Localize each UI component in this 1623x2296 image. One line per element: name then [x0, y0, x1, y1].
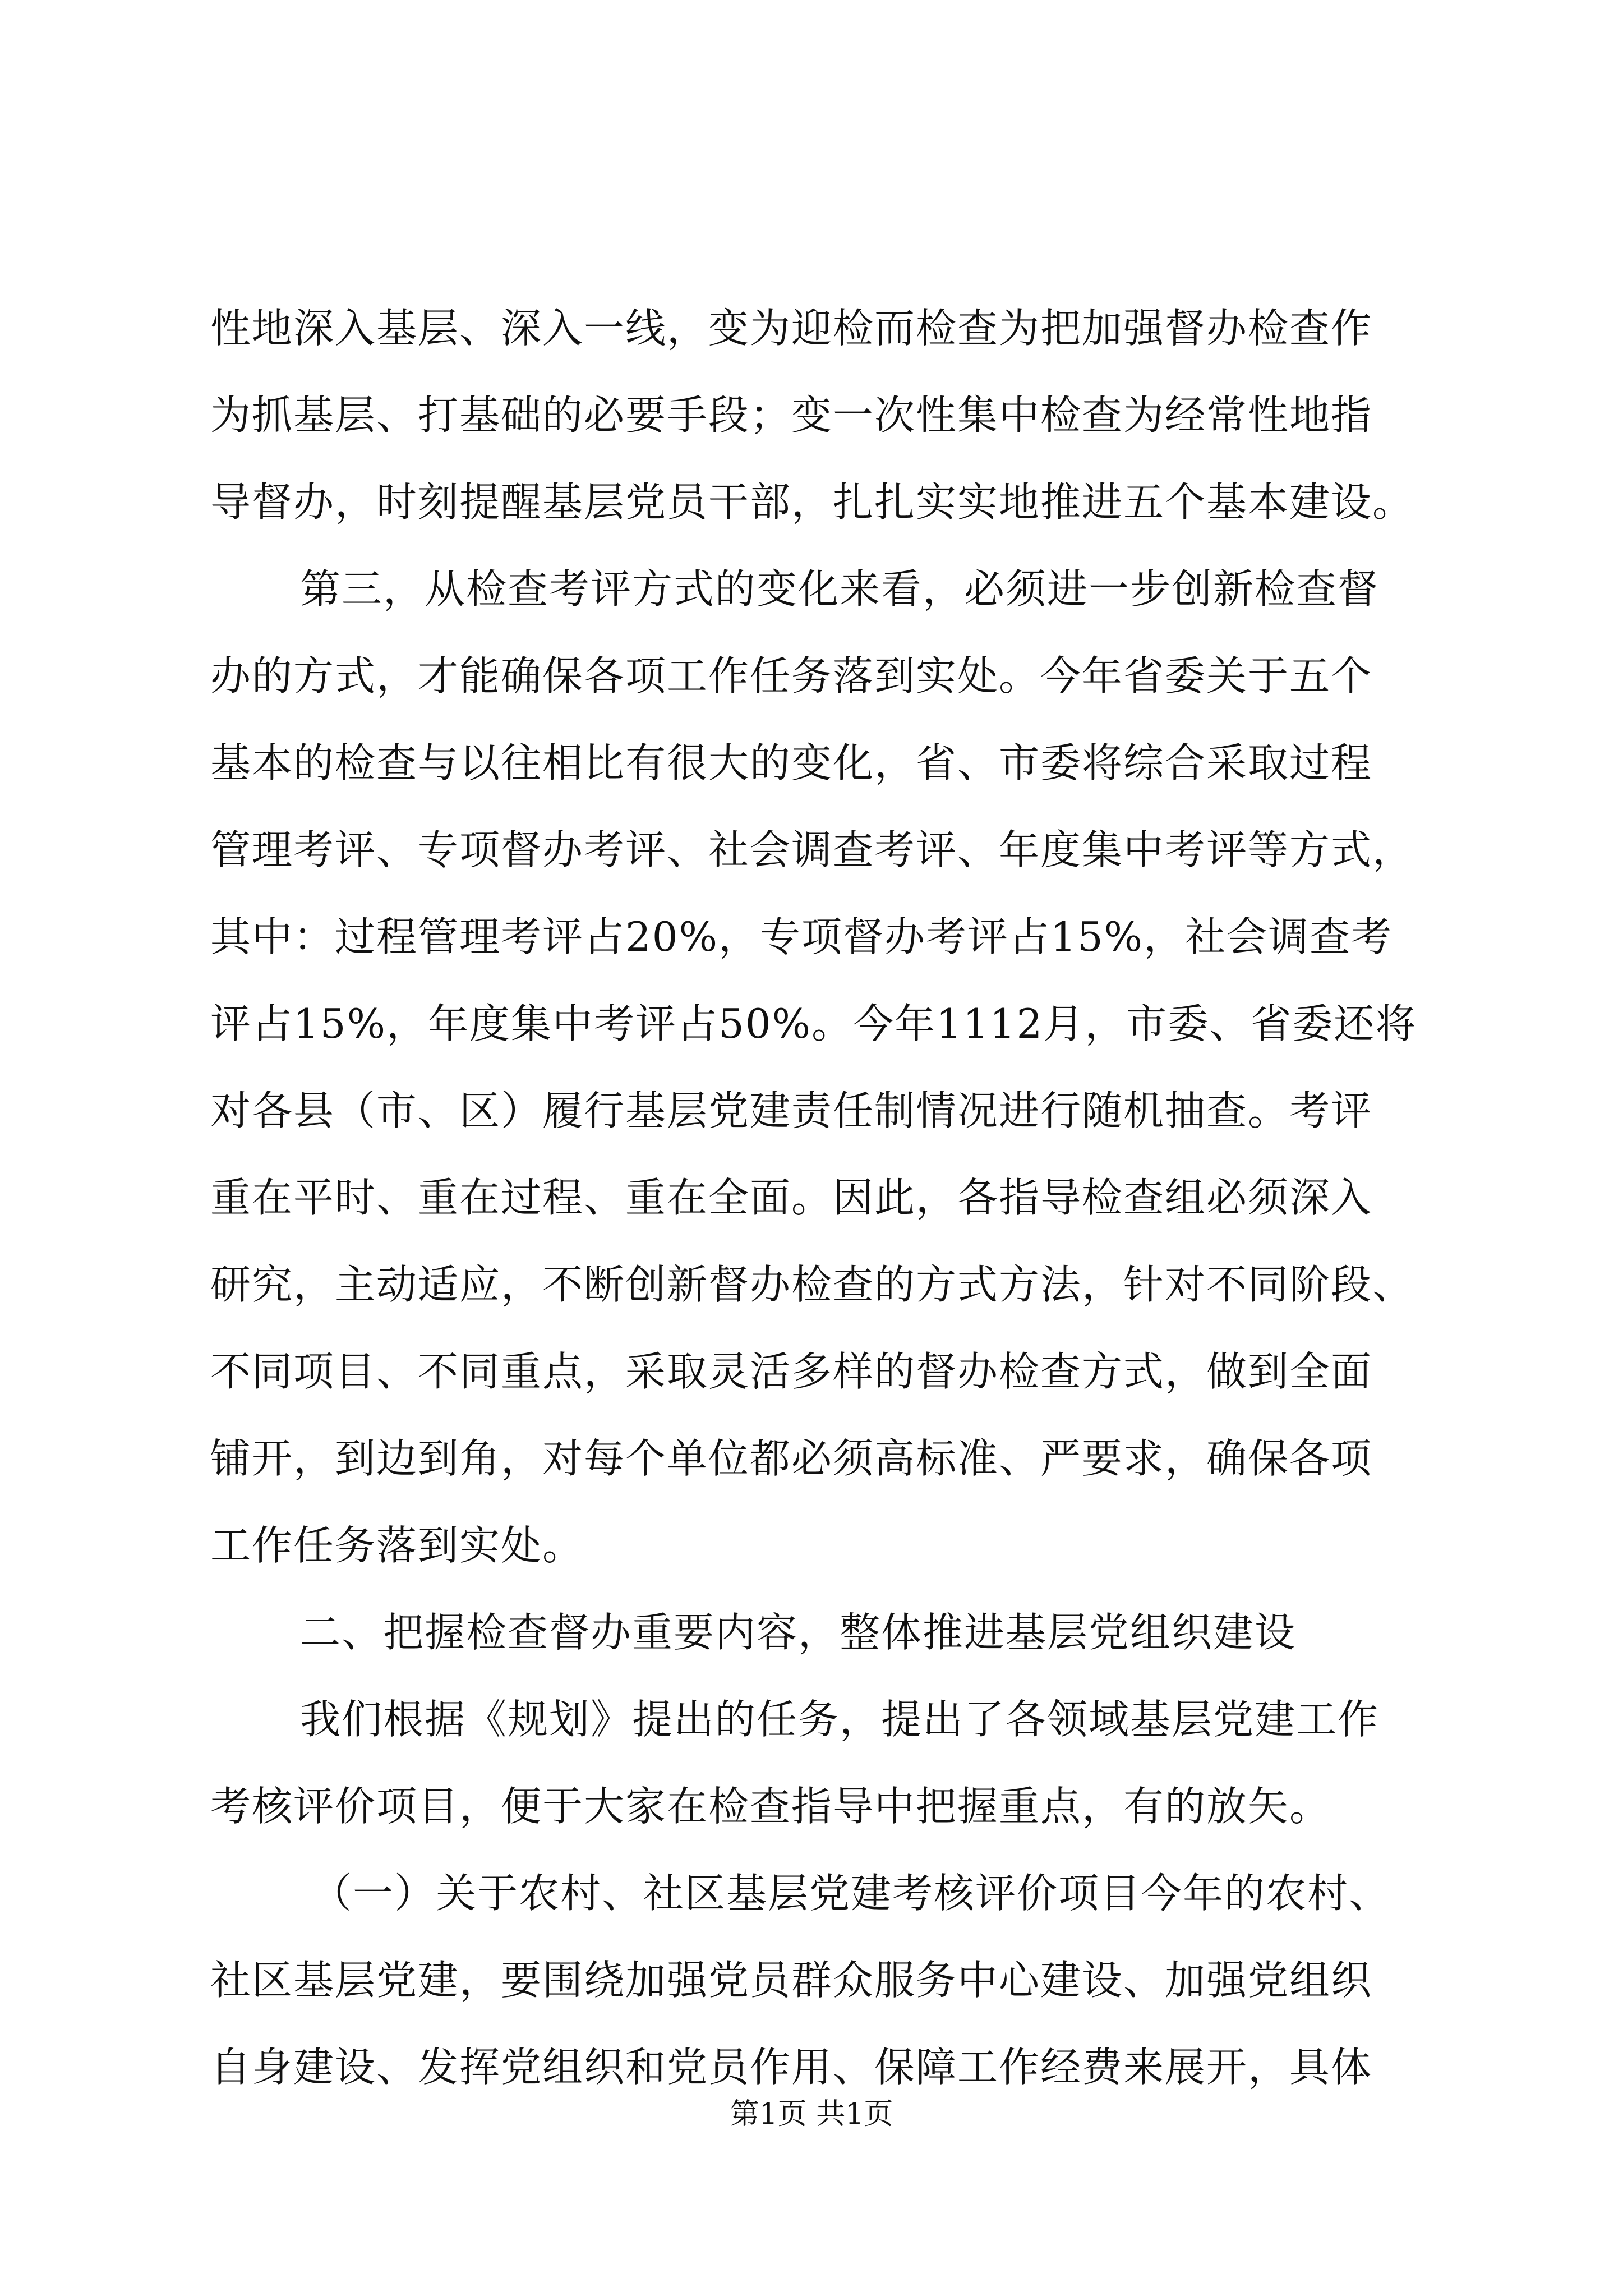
body-text-line: 对各县（市、区）履行基层党建责任制情况进行随机抽查。考评: [210, 1087, 1373, 1134]
page-footer: 第1页 共1页: [730, 2097, 893, 2131]
body-text-line: 性地深入基层、深入一线，变为迎检而检查为把加强督办检查作: [210, 305, 1373, 352]
body-text-line: 研究，主动适应，不断创新督办检查的方式方法，针对不同阶段、: [210, 1261, 1414, 1308]
body-text-line: 导督办，时刻提醒基层党员干部，扎扎实实地推进五个基本建设。: [210, 478, 1414, 526]
section-heading: 二、把握检查督办重要内容，整体推进基层党组织建设: [300, 1609, 1297, 1656]
body-text-line: 我们根据《规划》提出的任务，提出了各领域基层党建工作: [300, 1696, 1380, 1743]
body-text-line: 重在平时、重在过程、重在全面。因此，各指导检查组必须深入: [210, 1174, 1373, 1221]
body-text-line: 其中：过程管理考评占20%，专项督办考评占15%，社会调查考: [210, 913, 1393, 960]
body-text-line: 办的方式，才能确保各项工作任务落到实处。今年省委关于五个: [210, 652, 1373, 700]
body-text-line: 考核评价项目，便于大家在检查指导中把握重点，有的放矢。: [210, 1783, 1331, 1830]
body-text-line: 铺开，到边到角，对每个单位都必须高标准、严要求，确保各项: [210, 1435, 1373, 1482]
body-text-line: 管理考评、专项督办考评、社会调查考评、年度集中考评等方式，: [210, 826, 1414, 873]
body-text-line: 基本的检查与以往相比有很大的变化，省、市委将综合采取过程: [210, 739, 1373, 786]
body-text-line: 第三，从检查考评方式的变化来看，必须进一步创新检查督: [300, 565, 1380, 613]
body-text-line: 自身建设、发挥党组织和党员作用、保障工作经费来展开，具体: [210, 2044, 1373, 2091]
subsection-heading: （一）关于农村、社区基层党建考核评价项目今年的农村、: [311, 1870, 1391, 1917]
body-text-line: 社区基层党建，要围绕加强党员群众服务中心建设、加强党组织: [210, 1957, 1373, 2004]
body-text-line: 不同项目、不同重点，采取灵活多样的督办检查方式，做到全面: [210, 1348, 1373, 1395]
body-text-line: 工作任务落到实处。: [210, 1522, 584, 1569]
body-text-line: 为抓基层、打基础的必要手段；变一次性集中检查为经常性地指: [210, 392, 1373, 439]
body-text-line: 评占15%，年度集中考评占50%。今年1112月，市委、省委还将: [210, 1000, 1417, 1047]
